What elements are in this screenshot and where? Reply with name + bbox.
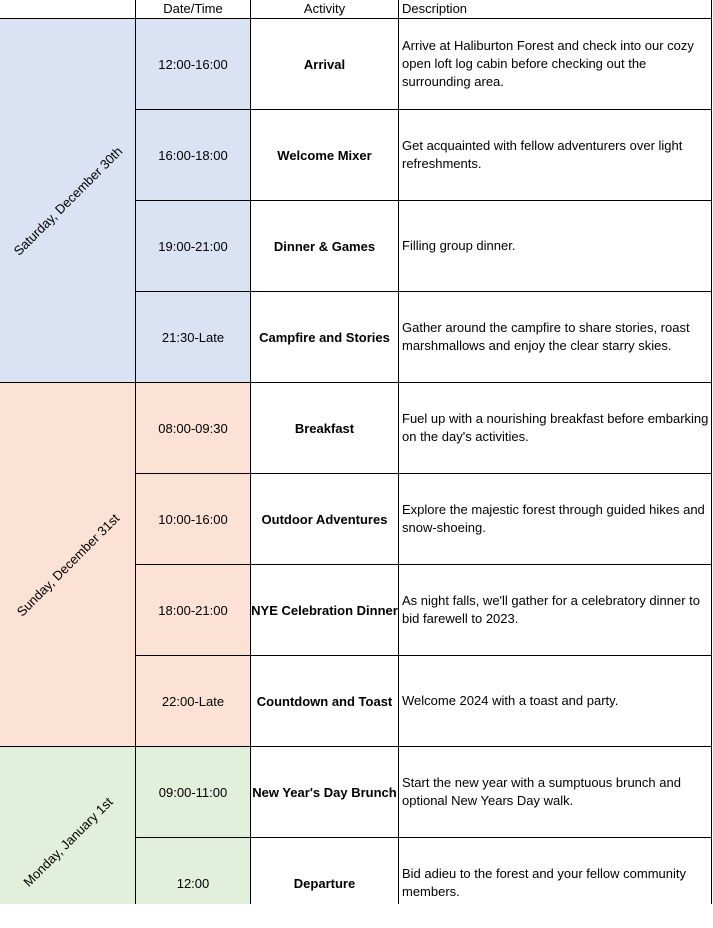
time-cell: 12:00-16:00 xyxy=(158,56,228,72)
grid-line xyxy=(135,0,136,904)
description-cell: As night falls, we'll gather for a celebratory dinner to bid farewell to 2023. xyxy=(402,593,701,626)
header-date-time: Date/Time xyxy=(163,1,223,16)
activity-cell: Breakfast xyxy=(294,420,355,436)
grid-line xyxy=(0,382,712,383)
grid-line xyxy=(135,473,712,474)
time-cell: 08:00-09:30 xyxy=(158,420,228,436)
grid-line xyxy=(135,564,712,565)
sunday-day-cell xyxy=(0,383,135,746)
header-description: Description xyxy=(402,1,468,16)
activity-cell: NYE Celebration Dinner xyxy=(251,602,398,618)
time-cell: 22:00-Late xyxy=(161,693,225,709)
grid-line xyxy=(398,0,399,904)
activity-cell: Dinner & Games xyxy=(273,238,376,254)
activity-cell: New Year's Day Brunch xyxy=(252,784,397,800)
grid-line xyxy=(135,291,712,292)
grid-line xyxy=(135,200,712,201)
activity-cell: Outdoor Adventures xyxy=(261,511,388,527)
activity-cell: Campfire and Stories xyxy=(259,329,390,345)
activity-cell: Arrival xyxy=(303,56,346,72)
description-cell: Filling group dinner. xyxy=(402,238,516,253)
activity-cell: Countdown and Toast xyxy=(256,693,393,709)
monday-day-label: Monday, January 1st xyxy=(19,794,116,890)
grid-line xyxy=(135,109,712,110)
activity-cell: Welcome Mixer xyxy=(277,147,372,163)
grid-line xyxy=(250,0,251,904)
description-cell: Arrive at Haliburton Forest and check into our cozy open loft log cabin before checking out the surrounding area. xyxy=(402,38,694,89)
time-cell: 21:30-Late xyxy=(161,329,225,345)
grid-line xyxy=(135,837,712,838)
time-cell: 10:00-16:00 xyxy=(158,511,228,527)
monday-day-cell xyxy=(0,747,135,904)
grid-line xyxy=(0,18,712,19)
time-cell: 09:00-11:00 xyxy=(158,784,228,800)
description-cell: Explore the majestic forest through guided hikes and snow-shoeing. xyxy=(402,502,705,535)
description-cell: Start the new year with a sumptuous brunch and optional New Years Day walk. xyxy=(402,775,681,808)
header-activity: Activity xyxy=(303,1,346,16)
saturday-day-cell xyxy=(0,19,135,382)
description-cell: Fuel up with a nourishing breakfast before embarking on the day's activities. xyxy=(402,411,709,444)
time-cell: 12:00 xyxy=(176,875,210,891)
grid-line xyxy=(135,655,712,656)
saturday-day-label: Saturday, December 30th xyxy=(10,143,125,258)
grid-line xyxy=(0,746,712,747)
activity-cell: Departure xyxy=(293,875,356,891)
sunday-day-label: Sunday, December 31st xyxy=(13,510,122,619)
description-cell: Get acquainted with fellow adventurers over light refreshments. xyxy=(402,138,683,171)
time-cell: 16:00-18:00 xyxy=(158,147,228,163)
description-cell: Welcome 2024 with a toast and party. xyxy=(402,693,619,708)
grid-line xyxy=(711,0,712,904)
time-cell: 19:00-21:00 xyxy=(158,238,228,254)
description-cell: Bid adieu to the forest and your fellow community members. xyxy=(402,866,686,899)
time-cell: 18:00-21:00 xyxy=(158,602,228,618)
description-cell: Gather around the campfire to share stories, roast marshmallows and enjoy the clear starry skies. xyxy=(402,320,690,353)
